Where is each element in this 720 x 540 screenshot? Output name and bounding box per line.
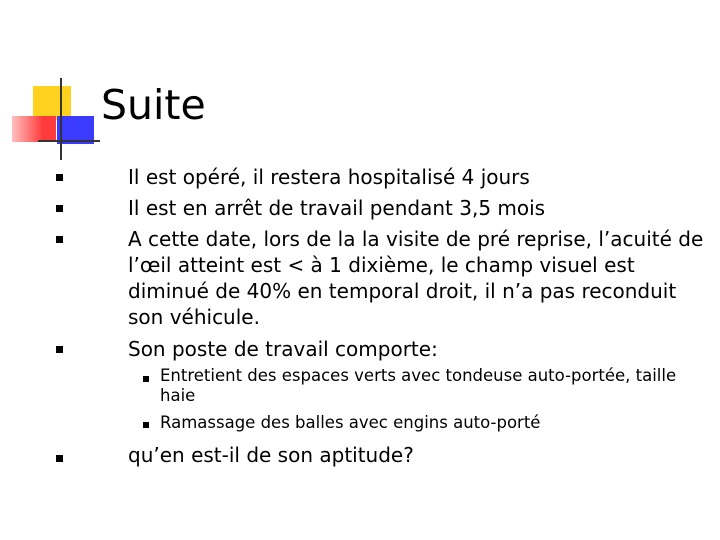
sub-bullet-icon <box>143 376 149 382</box>
logo-horizontal-line <box>38 140 100 142</box>
bullet-text: Il est opéré, il restera hospitalisé 4 jours <box>128 165 530 189</box>
sub-bullet-icon <box>143 422 149 428</box>
sub-bullet-text: Entretient des espaces verts avec tondeuse auto-portée, taille haie <box>160 366 677 405</box>
bullet-text: A cette date, lors de la la visite de pré reprise, l’acuité de l’œil atteint est < à 1 dixième, le champ visuel est diminué de 40% en temporal droit, il n’a pas reconduit son véhicule. <box>128 227 704 329</box>
bullet-icon <box>56 455 63 462</box>
bullet-icon <box>56 236 63 243</box>
slide-logo <box>0 0 100 170</box>
slide-title: Suite <box>101 81 206 129</box>
bullet-text: Il est en arrêt de travail pendant 3,5 mois <box>128 196 546 220</box>
bullet-text: Son poste de travail comporte: <box>128 337 438 361</box>
bullet-text: qu’en est-il de son aptitude? <box>128 443 414 467</box>
bullet-icon <box>56 346 63 353</box>
logo-yellow-square <box>33 86 71 120</box>
sub-bullet-text: Ramassage des balles avec engins auto-porté <box>160 413 541 432</box>
logo-red-square <box>12 116 56 142</box>
bullet-icon <box>56 205 63 212</box>
bullet-icon <box>56 174 63 181</box>
logo-vertical-line <box>60 78 62 160</box>
